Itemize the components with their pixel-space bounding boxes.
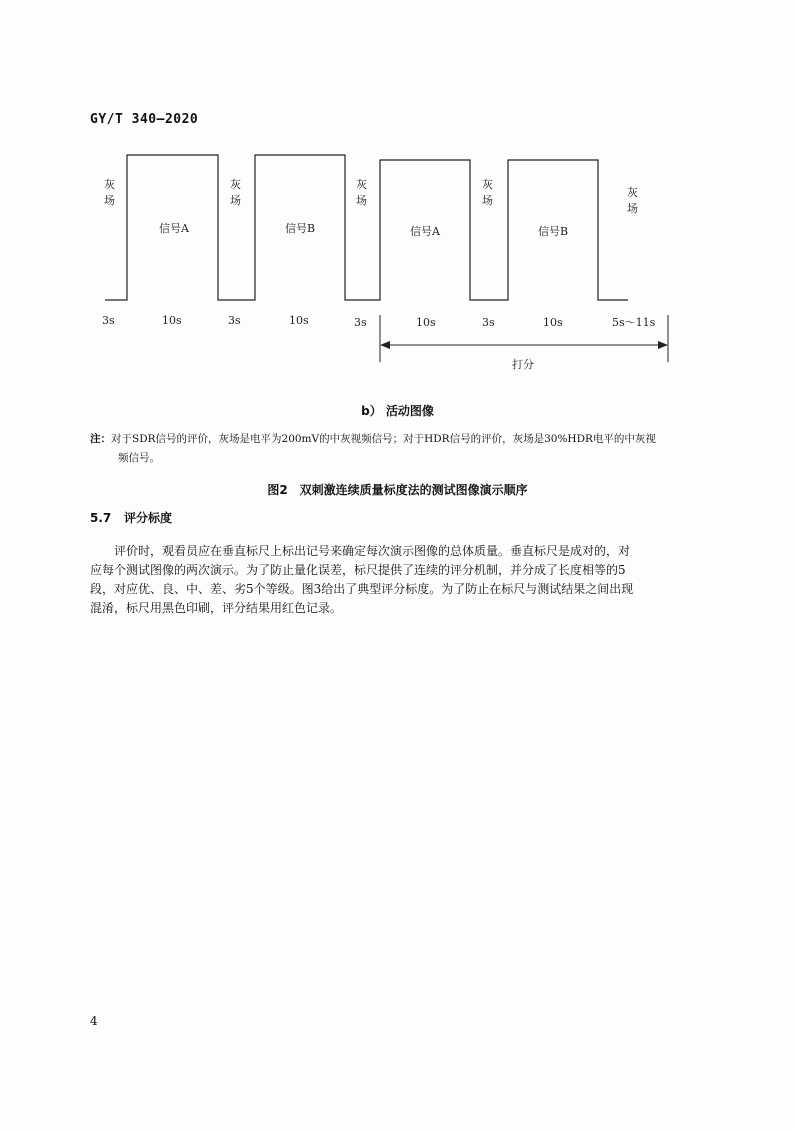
duration-label-8: 10s <box>543 316 563 329</box>
duration-label-2: 10s <box>162 314 182 327</box>
signal-b-label-2: 信号B <box>538 225 569 238</box>
note-line-1: 对于SDR信号的评价，灰场是电平为200mV的中灰视频信号；对于HDR信号的评价，灰场是30%HDR电平的中灰视 <box>111 433 656 445</box>
page-number: 4 <box>90 1014 98 1028</box>
figure-title: 图2 双刺激连续质量标度法的测试图像演示顺序 <box>267 483 528 497</box>
note-label: 注： <box>90 433 111 445</box>
section-number: 5.7 <box>90 511 112 525</box>
duration-label-9: 5s～11s <box>612 316 656 329</box>
scoring-arrow-left-head <box>380 341 390 349</box>
section-heading <box>90 509 172 526</box>
duration-label-4: 10s <box>289 314 309 327</box>
gray-field-label-2a: 灰 <box>230 178 241 191</box>
duration-label-5: 3s <box>354 316 367 329</box>
body-paragraph <box>90 542 690 618</box>
gray-field-label-1b: 场 <box>104 194 115 207</box>
gray-field-label-2b: 场 <box>230 194 241 207</box>
signal-b-label-1: 信号B <box>285 222 316 235</box>
duration-label-6: 10s <box>416 316 436 329</box>
paragraph-line-1: 评价时，观看员应在垂直标尺上标出记号来确定每次演示图像的总体质量。垂直标尺是成对的，对 <box>114 544 631 558</box>
timing-diagram <box>0 140 795 380</box>
gray-field-label-5a: 灰 <box>627 186 638 199</box>
gray-field-label-4a: 灰 <box>482 178 493 191</box>
gray-field-label-5b: 场 <box>627 202 638 215</box>
gray-field-label-3a: 灰 <box>356 178 367 191</box>
scoring-arrow-right-head <box>658 341 668 349</box>
standard-code: GY/T 340—2020 <box>90 112 199 127</box>
section-title: 评分标度 <box>124 511 173 525</box>
paragraph-line-2: 应每个测试图像的两次演示。为了防止量化误差，标尺提供了连续的评分机制，并分成了长度相等的5 <box>90 563 626 577</box>
gray-field-label-1a: 灰 <box>104 178 115 191</box>
figure-note <box>90 430 690 468</box>
gray-field-label-4b: 场 <box>482 194 493 207</box>
timing-diagram-svg <box>0 140 795 380</box>
duration-label-3: 3s <box>228 314 241 327</box>
signal-a-label-1: 信号A <box>159 222 189 235</box>
note-line-2: 频信号。 <box>118 452 160 464</box>
gray-field-label-3b: 场 <box>356 194 367 207</box>
paragraph-line-4: 混淆，标尺用黑色印刷，评分结果用红色记录。 <box>90 601 343 615</box>
duration-label-1: 3s <box>102 314 115 327</box>
duration-label-7: 3s <box>482 316 495 329</box>
signal-a-label-2: 信号A <box>410 225 440 238</box>
subfigure-caption: b） 活动图像 <box>361 404 434 418</box>
scoring-label: 打分 <box>512 358 534 371</box>
paragraph-line-3: 段，对应优、良、中、差、劣5个等级。图3给出了典型评分标度。为了防止在标尺与测试结果之间出现 <box>90 582 634 596</box>
